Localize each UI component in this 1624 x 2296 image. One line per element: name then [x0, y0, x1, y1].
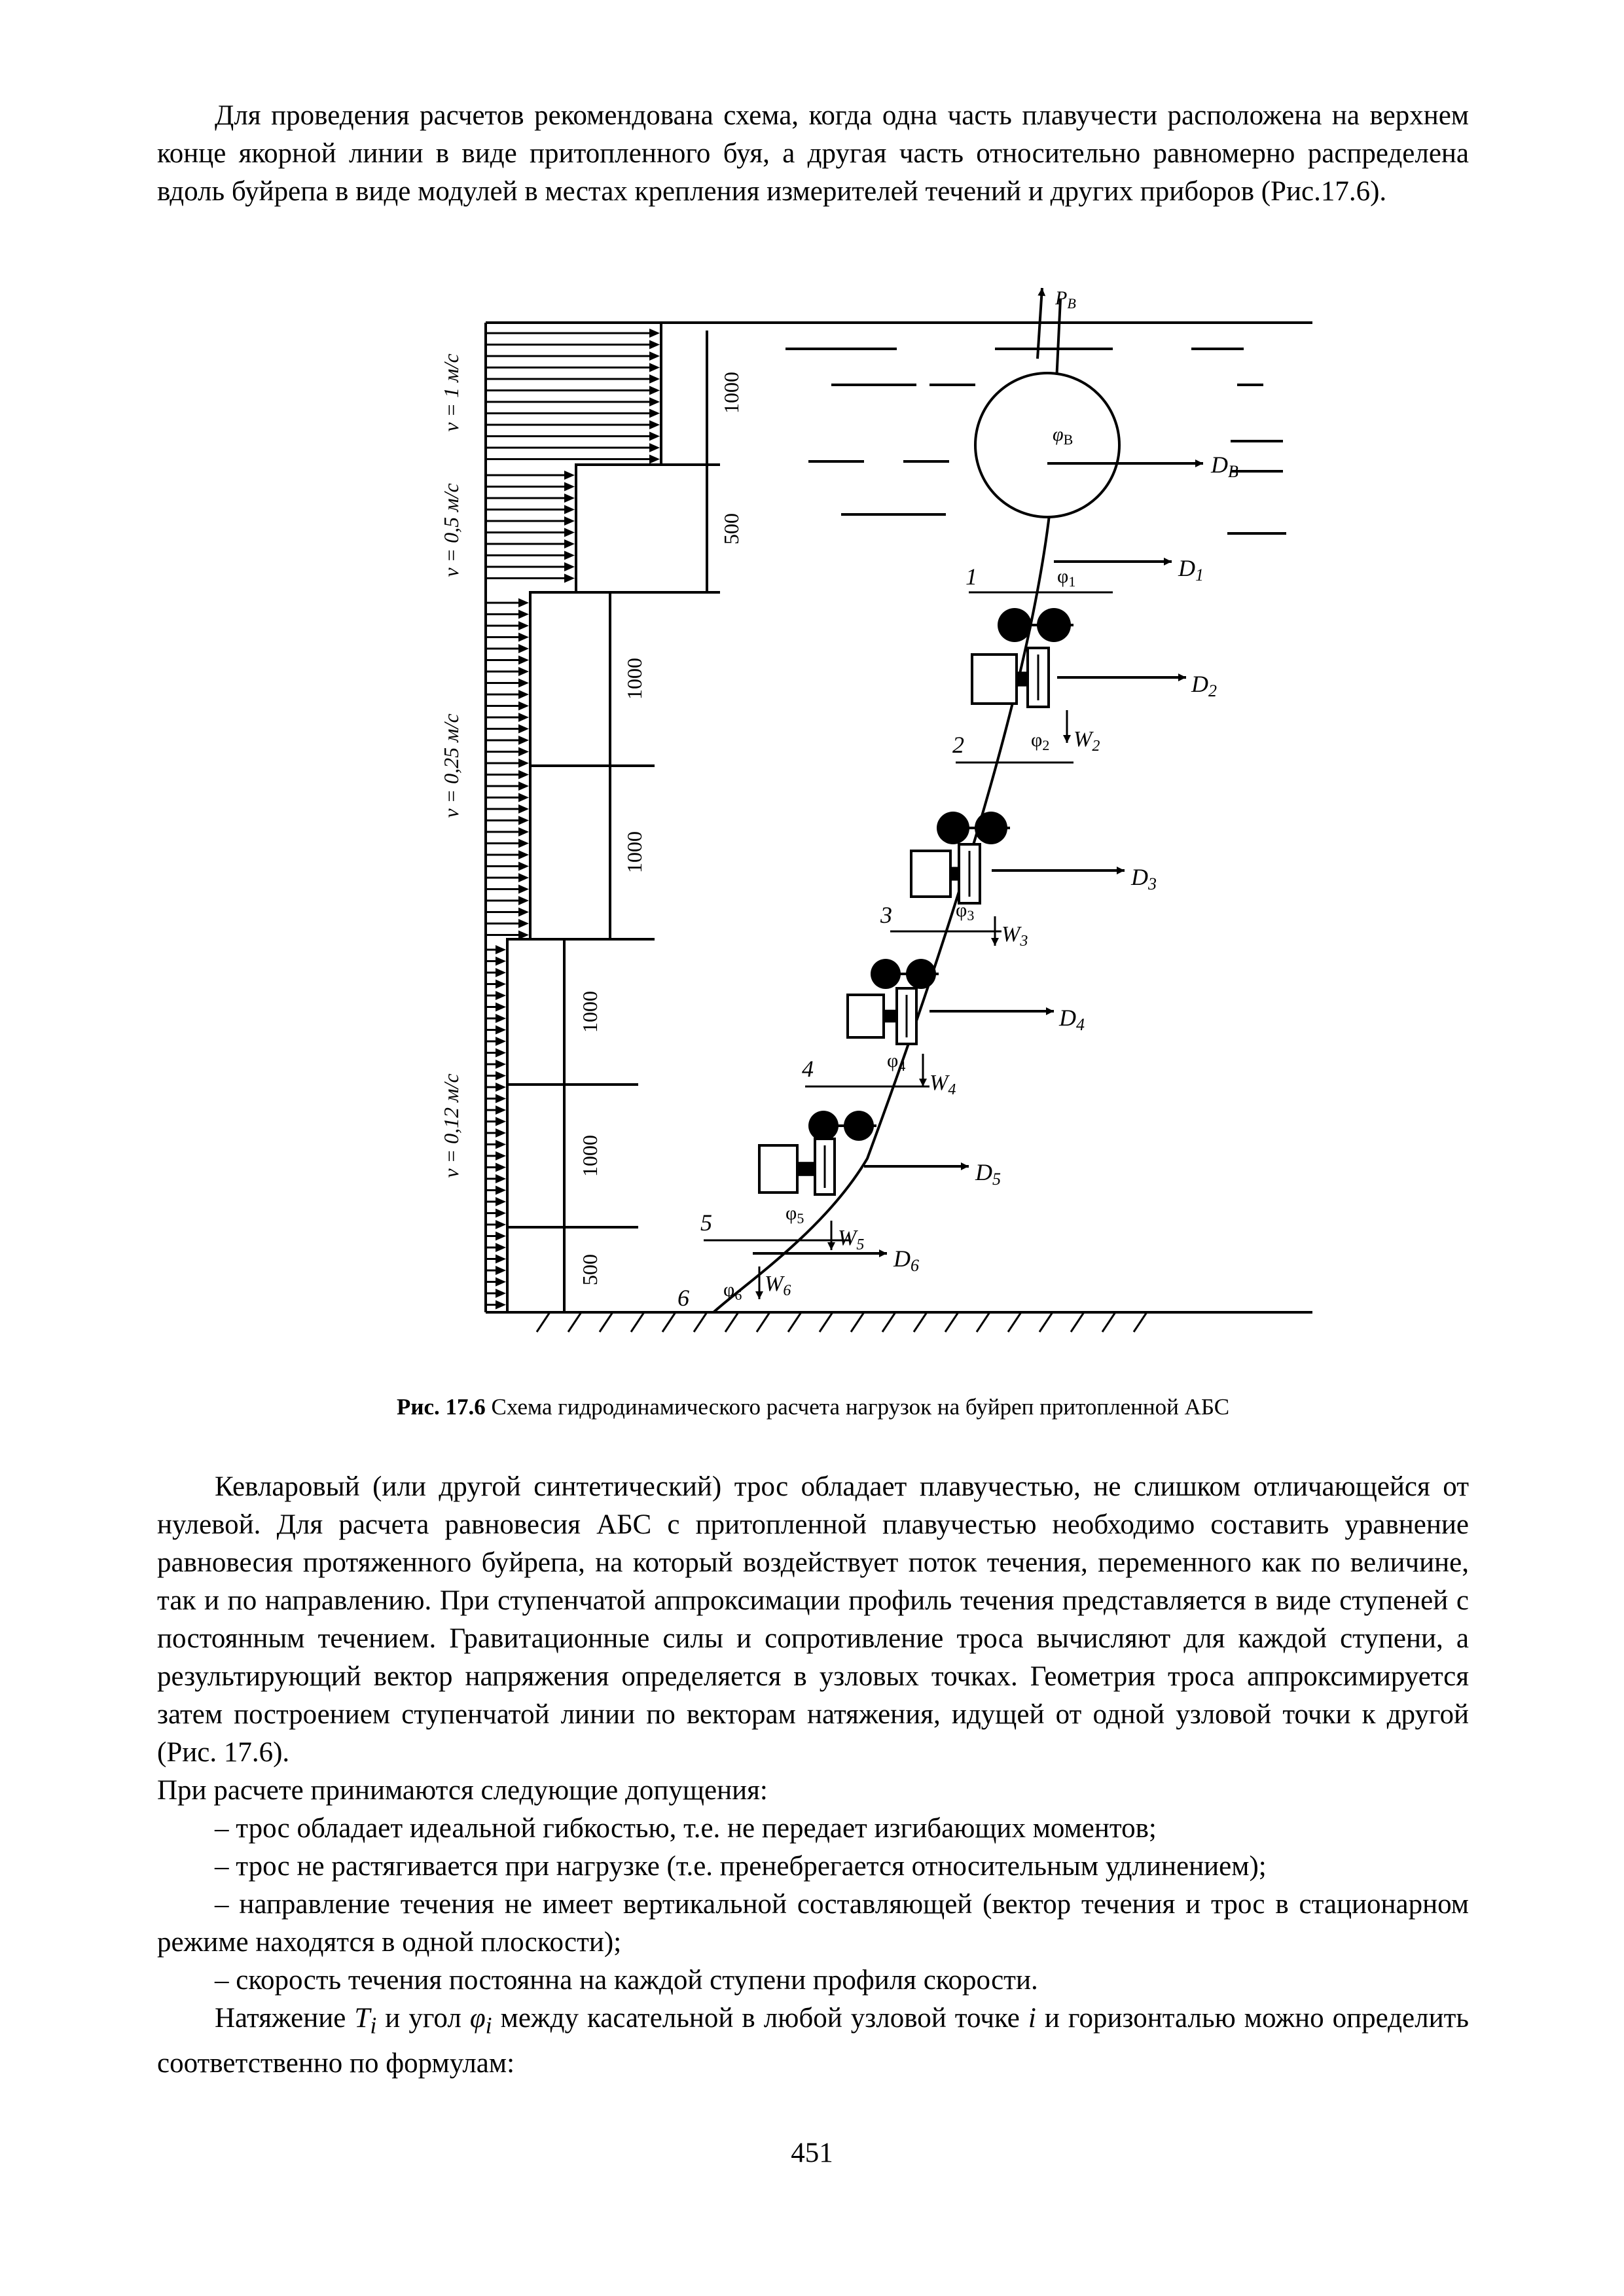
velocity-arrow — [486, 1209, 506, 1218]
velocity-arrow — [486, 770, 529, 780]
velocity-arrow — [486, 862, 529, 871]
velocity-arrow — [486, 850, 529, 859]
hatch-line — [1071, 1312, 1084, 1332]
velocity-arrow — [486, 1151, 506, 1160]
velocity-label: v = 0,25 м/с — [439, 713, 463, 818]
velocity-arrow — [486, 656, 529, 665]
layer-thickness-label: 1000 — [578, 1135, 602, 1177]
hatch-line — [882, 1312, 895, 1332]
layer-thickness-label: 1000 — [623, 831, 646, 873]
velocity-arrow — [486, 839, 529, 848]
velocity-arrow — [486, 725, 529, 734]
velocity-arrow — [486, 1300, 506, 1310]
velocity-arrow — [486, 1071, 506, 1081]
velocity-arrow — [486, 644, 529, 653]
hatch-line — [757, 1312, 770, 1332]
instrument-box — [911, 851, 950, 897]
velocity-arrow — [486, 781, 529, 791]
velocity-arrows — [486, 329, 660, 1310]
node-labels — [677, 555, 1217, 1311]
velocity-arrow — [486, 528, 575, 537]
hatch-line — [820, 1312, 833, 1332]
velocity-label: v = 0,5 м/с — [439, 483, 463, 577]
layer-thickness-label: 1000 — [623, 658, 646, 700]
node-weight: $W_4$ — [929, 1071, 956, 1098]
velocity-arrow — [486, 505, 575, 514]
node-angle: $\varphi_4$ — [887, 1050, 906, 1074]
velocity-arrow — [486, 1117, 506, 1126]
velocity-arrow — [486, 1037, 506, 1046]
layer-thickness-label: 500 — [578, 1254, 602, 1285]
layer-thickness-label: 500 — [719, 513, 743, 545]
velocity-arrow — [486, 759, 529, 768]
velocity-arrow — [486, 363, 660, 372]
buoy-angle-label: $\varphi_B$ — [1053, 423, 1074, 448]
hatch-line — [537, 1312, 550, 1332]
velocity-label: v = 0,12 м/с — [439, 1073, 463, 1178]
velocity-arrow — [486, 1278, 506, 1287]
assumption-item: – направление течения не имеет вертикальной составляющей (вектор течения и трос в стационарном режиме находятся в одной плоскости); — [157, 1889, 1470, 1958]
velocity-arrow — [486, 551, 575, 560]
velocity-arrow — [486, 1243, 506, 1252]
node-drag: D1 — [1178, 555, 1204, 584]
instrument-module — [848, 959, 939, 1044]
velocity-arrow — [486, 1266, 506, 1275]
hatch-line — [1039, 1312, 1053, 1332]
velocity-arrow — [486, 598, 529, 607]
hatch-line — [694, 1312, 707, 1332]
velocity-arrow — [486, 386, 660, 395]
velocity-arrow — [486, 1105, 506, 1115]
tension-paragraph: Натяжение $T_i$ и угол $\varphi_i$ между касательной в любой узловой точке i и горизонталью можно определить соответственно по формулам: — [157, 2003, 1469, 2079]
instrument-module — [911, 812, 1010, 903]
node-drag: D5 — [975, 1159, 1001, 1189]
node-angle: $\varphi_6$ — [723, 1279, 742, 1303]
velocity-arrow — [486, 957, 506, 966]
velocity-arrow — [486, 1186, 506, 1195]
velocity-arrow — [486, 1174, 506, 1183]
velocity-arrow — [486, 896, 529, 905]
velocity-arrow — [486, 827, 529, 836]
velocity-arrow — [486, 493, 575, 503]
hatch-line — [1102, 1312, 1115, 1332]
hatch-line — [788, 1312, 801, 1332]
figure-caption: Рис. 17.6 Схема гидродинамического расчета нагрузок на буйреп притопленной АБС — [396, 1394, 1230, 1420]
instrument-box — [972, 655, 1017, 704]
hatch-line — [725, 1312, 738, 1332]
velocity-arrow — [486, 1094, 506, 1103]
node-angle: $\varphi_2$ — [1031, 729, 1050, 753]
node-number: 4 — [802, 1056, 814, 1082]
hatch-line — [631, 1312, 644, 1332]
velocity-arrow — [486, 667, 529, 676]
node-drag: D2 — [1191, 671, 1217, 700]
velocity-arrow — [486, 482, 575, 492]
velocity-arrow — [486, 1220, 506, 1229]
layer-thickness-label: 1000 — [578, 991, 602, 1033]
assumption-item: – трос обладает идеальной гибкостью, т.е. не передает изгибающих моментов; — [215, 1813, 1157, 1844]
velocity-arrow — [486, 432, 660, 441]
buoy-drag-label: DB — [1211, 452, 1238, 481]
velocity-arrow — [486, 1289, 506, 1298]
velocity-arrow — [486, 991, 506, 1000]
instrument-modules — [759, 608, 1074, 1194]
velocity-arrow — [486, 455, 660, 464]
velocity-arrow — [486, 1026, 506, 1035]
velocity-arrow — [486, 690, 529, 699]
velocity-arrow — [486, 702, 529, 711]
node-angle: $\varphi_1$ — [1057, 565, 1076, 590]
buoy-lift-label: $P_B$ — [1055, 287, 1076, 312]
assumption-item: – трос не растягивается при нагрузке (т.е. пренебрегается относительным удлинением); — [215, 1851, 1267, 1882]
page-number: 451 — [791, 2138, 833, 2168]
instrument-box — [759, 1145, 797, 1193]
velocity-arrow — [486, 633, 529, 642]
velocity-arrow — [486, 1003, 506, 1012]
node-number: 2 — [952, 732, 964, 758]
velocity-arrow — [486, 516, 575, 526]
hatch-line — [977, 1312, 990, 1332]
water-surface — [486, 323, 1312, 533]
node-number: 6 — [677, 1285, 689, 1311]
velocity-arrow — [486, 374, 660, 384]
velocity-arrow — [486, 1255, 506, 1264]
velocity-arrow — [486, 945, 506, 954]
velocity-arrow — [486, 610, 529, 619]
velocity-arrow — [486, 574, 575, 583]
paragraph-2: Кевларовый (или другой синтетический) трос обладает плавучестью, не слишком отличающейся от нулевой. Для расчета равновесия АБС с притопленной плавучестью необходимо составить уравнение равновесия протяженного буйрепа, на который воздействует поток течения, переменного как по величине, так и по направлению. При ступенчатой аппроксимации профиль течения представляется в виде ступеней с постоянным течением. Гравитационные силы и сопротивление троса вычисляют для каждой ступени, а результирующий вектор напряжения определяется в узловых точках. Геометрия троса аппроксимируется затем построением ступенчатой линии по векторам натяжения, идущей от одной узловой точки к другой (Рис. 17.6). — [157, 1471, 1469, 1768]
velocity-arrow — [486, 908, 529, 917]
node-angle: $\varphi_5$ — [785, 1202, 804, 1227]
velocity-arrow — [486, 1163, 506, 1172]
node-number: 5 — [700, 1210, 712, 1236]
velocity-arrow — [486, 793, 529, 802]
node-drag: D3 — [1131, 864, 1157, 893]
velocity-labels — [439, 353, 463, 1177]
velocity-arrow — [486, 747, 529, 757]
velocity-arrow — [486, 980, 506, 989]
velocity-arrow — [486, 329, 660, 338]
hatch-line — [914, 1312, 927, 1332]
hatch-line — [568, 1312, 581, 1332]
velocity-arrow — [486, 562, 575, 571]
velocity-arrow — [486, 1197, 506, 1206]
velocity-arrow — [486, 873, 529, 882]
velocity-arrow — [486, 1083, 506, 1092]
node-weight: $W_2$ — [1074, 727, 1100, 755]
hatch-line — [1008, 1312, 1021, 1332]
velocity-arrow — [486, 804, 529, 814]
hatch-line — [851, 1312, 864, 1332]
velocity-arrow — [486, 885, 529, 894]
assumption-item: – скорость течения постоянна на каждой ступени профиля скорости. — [215, 1965, 1038, 1996]
node-number: 3 — [880, 902, 892, 928]
buoy-circle — [975, 373, 1119, 517]
node-weight: $W_3$ — [1001, 922, 1028, 950]
velocity-arrow — [486, 539, 575, 548]
seabed-hatching — [537, 1312, 1147, 1332]
velocity-arrow — [486, 713, 529, 722]
velocity-arrow — [486, 420, 660, 429]
velocity-arrow — [486, 968, 506, 977]
velocity-arrow — [486, 443, 660, 452]
assumptions-intro: При расчете принимаются следующие допущения: — [157, 1775, 768, 1806]
velocity-arrow — [486, 736, 529, 745]
node-weight: $W_5$ — [838, 1226, 865, 1253]
hatch-line — [662, 1312, 676, 1332]
node-drag: D4 — [1059, 1005, 1085, 1034]
node-weight: $W_6$ — [765, 1272, 791, 1299]
velocity-label: v = 1 м/с — [439, 353, 463, 432]
node-angle: $\varphi_3$ — [956, 899, 975, 924]
velocity-arrow — [486, 919, 529, 928]
velocity-arrow — [486, 1128, 506, 1138]
node-number: 1 — [965, 564, 977, 590]
instrument-box — [848, 995, 884, 1037]
velocity-arrow — [486, 679, 529, 688]
velocity-arrow — [486, 816, 529, 825]
velocity-arrow — [486, 1049, 506, 1058]
hatch-line — [600, 1312, 613, 1332]
velocity-arrow — [486, 1014, 506, 1023]
instrument-module — [759, 1111, 876, 1194]
layer-thickness-label: 1000 — [719, 372, 743, 414]
velocity-arrow — [486, 340, 660, 350]
velocity-arrow — [486, 351, 660, 361]
hatch-line — [1134, 1312, 1147, 1332]
intro-paragraph: Для проведения расчетов рекомендована схема, когда одна часть плавучести расположена на верхнем конце якорной линии в виде притопленного буя, а другая часть относительно равномерно распределена вдоль буйрепа в виде модулей в местах крепления измерителей течений и других приборов (Рис.17.6). — [157, 100, 1469, 207]
layer-labels — [578, 372, 743, 1285]
velocity-arrow — [486, 1232, 506, 1241]
velocity-arrow — [486, 621, 529, 630]
velocity-arrow — [486, 409, 660, 418]
velocity-arrow — [486, 1140, 506, 1149]
node-drag: D6 — [893, 1246, 919, 1275]
velocity-arrow — [486, 397, 660, 406]
velocity-arrow — [486, 1060, 506, 1069]
velocity-arrow — [486, 471, 575, 480]
hatch-line — [945, 1312, 958, 1332]
